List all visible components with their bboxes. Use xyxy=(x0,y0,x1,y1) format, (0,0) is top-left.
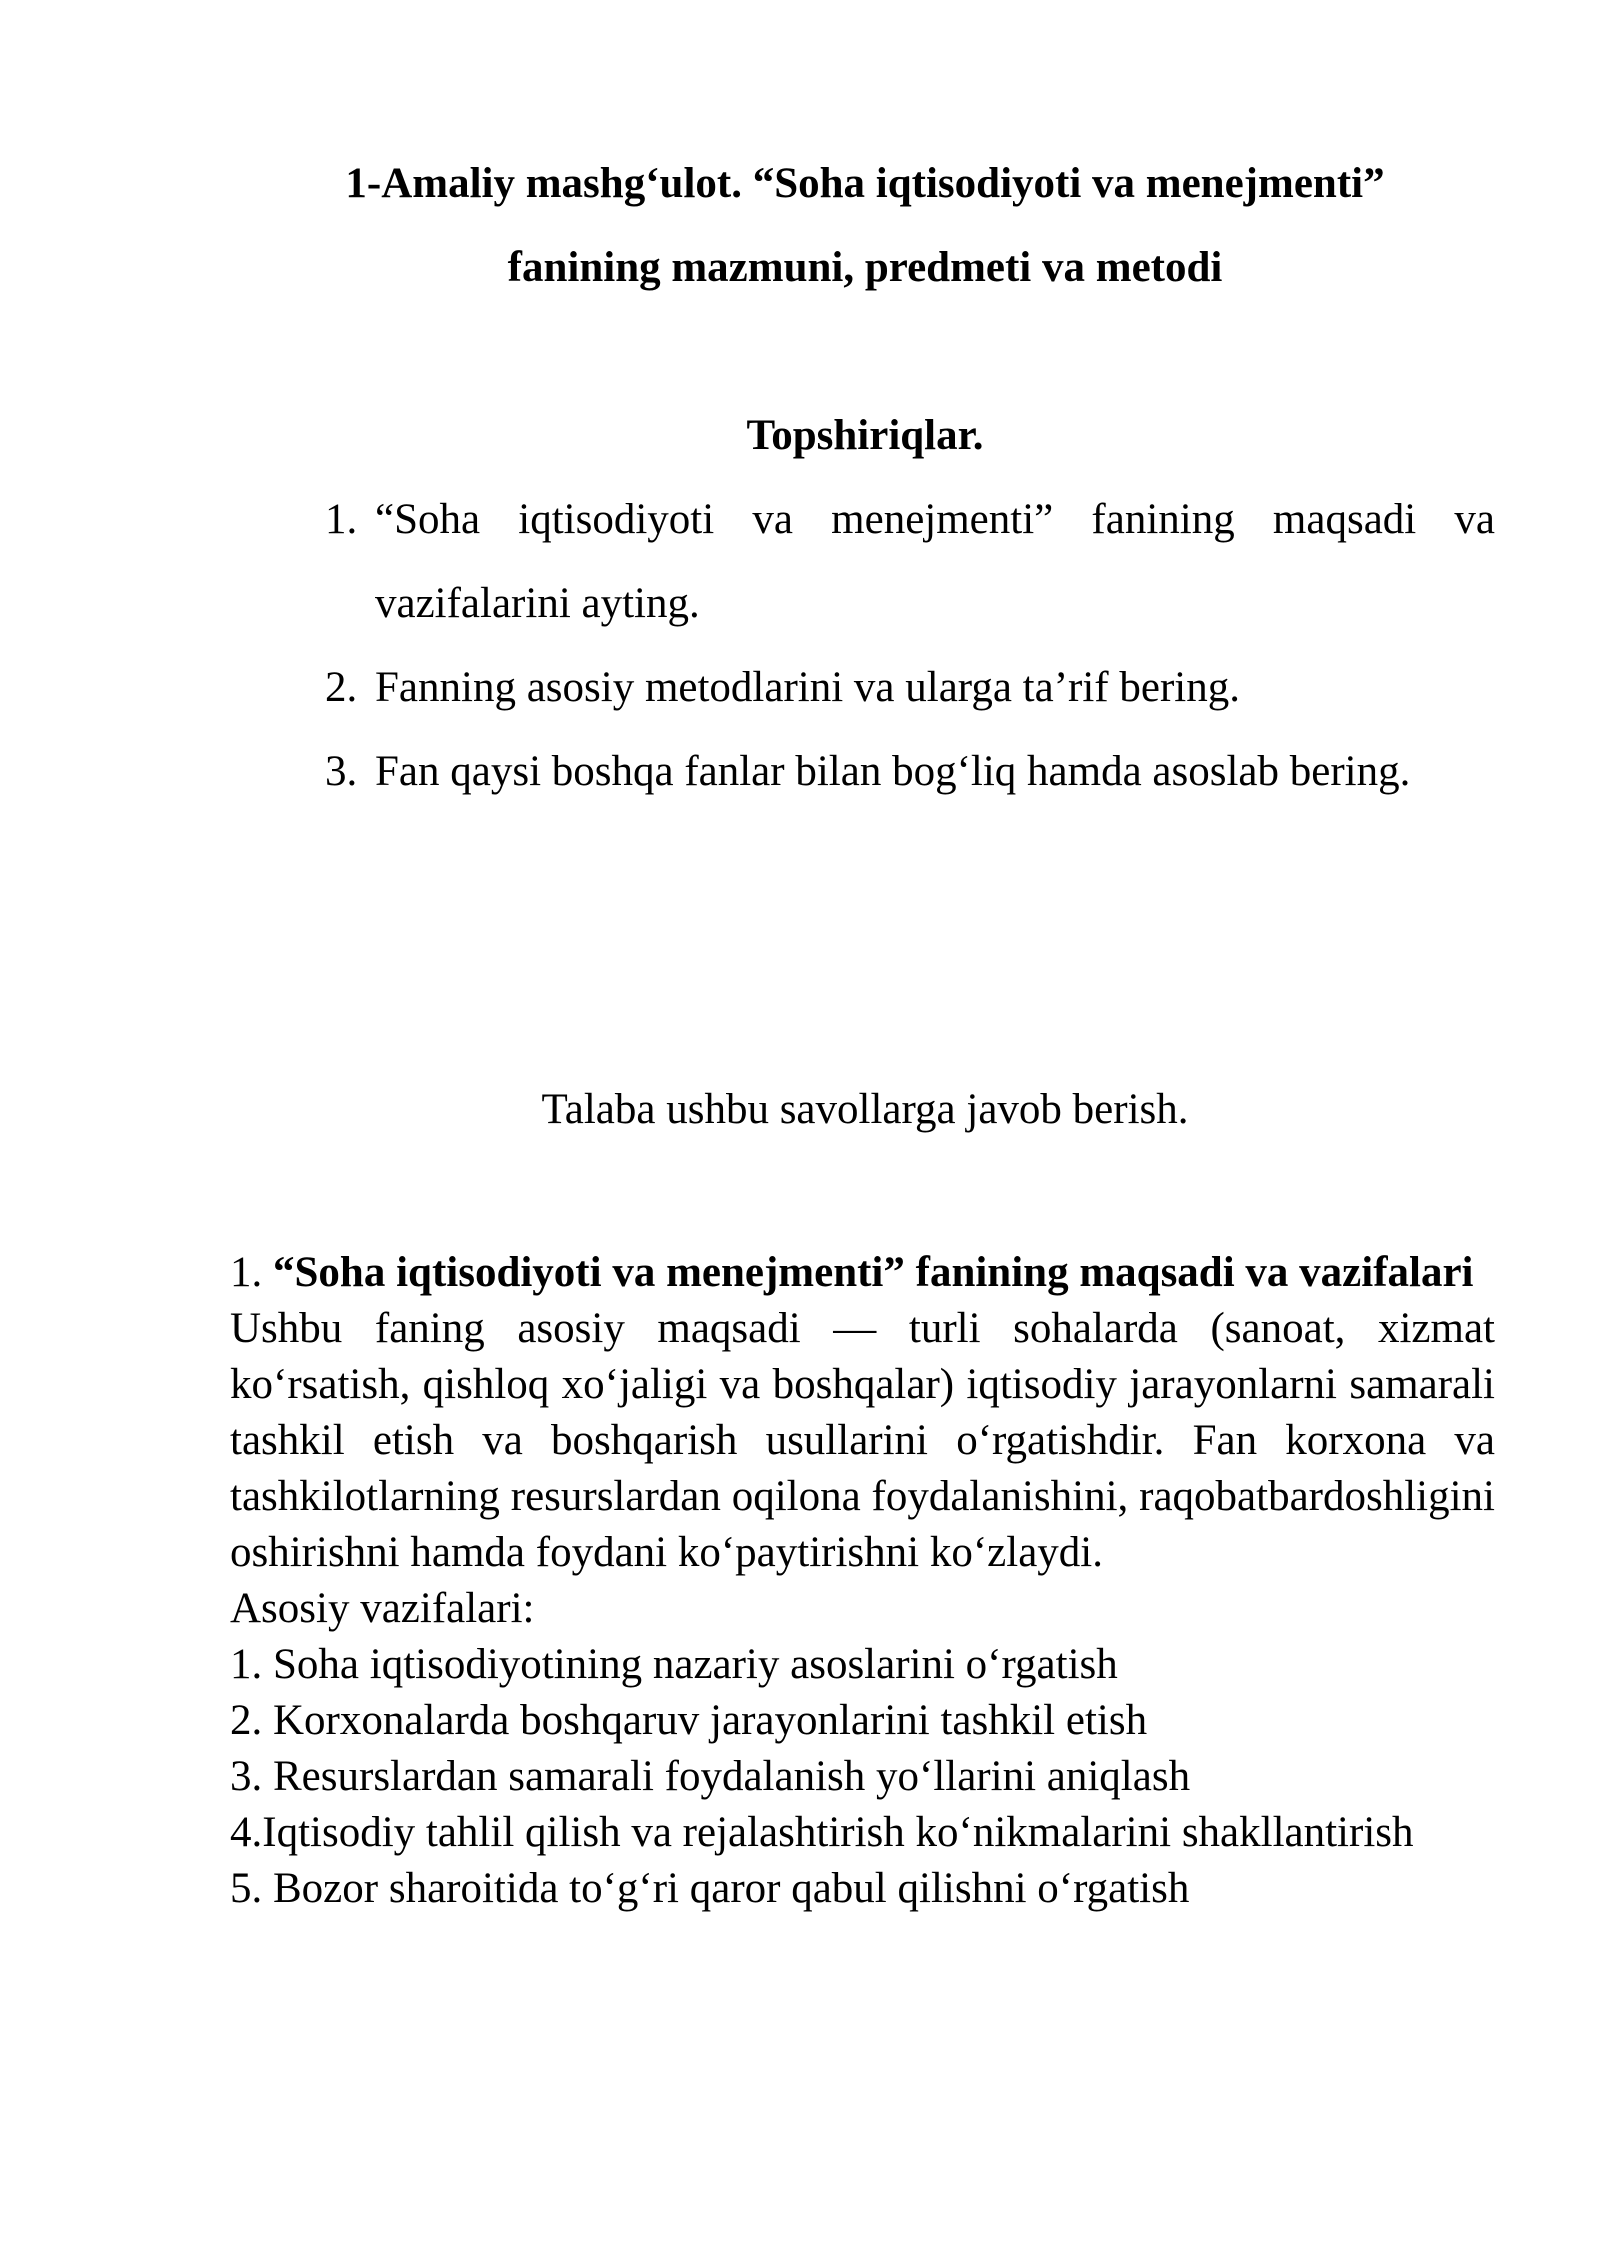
task-number: 3. xyxy=(325,748,358,795)
task-number: 2. xyxy=(325,664,358,711)
tasks-heading: Topshiriqlar. xyxy=(746,412,984,459)
task-text: Fan qaysi boshqa fanlar bilan bog‘liq hamda asoslab bering. xyxy=(375,748,1411,795)
answer-heading-text: “Soha iqtisodiyoti va menejmenti” fanining maqsadi va vazifalari xyxy=(273,1249,1474,1296)
answer-list-item: 2. Korxonalarda boshqaruv jarayonlarini tashkil etish xyxy=(230,1697,1148,1744)
title-line-1: 1-Amaliy mashg‘ulot. “Soha iqtisodiyoti va menejmenti” xyxy=(345,160,1385,207)
tasks-list xyxy=(325,478,1495,814)
task-text: “Soha iqtisodiyoti va menejmenti” fanining maqsadi va vazifalarini ayting. xyxy=(375,496,1495,627)
task-item xyxy=(325,646,1495,730)
title-line-2: fanining mazmuni, predmeti va metodi xyxy=(507,244,1223,291)
answer-heading-number: 1. xyxy=(230,1249,273,1296)
answer-paragraph: Ushbu faning asosiy maqsadi — turli sohalarda (sanoat, xizmat ko‘rsatish, qishloq xo‘jaligi va boshqalar) iqtisodiy jarayonlarni samarali tashkil etish va boshqarish usullarini o‘rgatishdir. Fan korxona va tashkilotlarning resurslardan oqilona foydalanishini, raqobatbardoshligini oshirishni hamda foydani ko‘paytirishni ko‘zlaydi. xyxy=(230,1305,1495,1576)
answer-list-item: 1. Soha iqtisodiyotining nazariy asoslarini o‘rgatish xyxy=(230,1641,1118,1688)
answer-section xyxy=(230,1245,1495,1917)
task-item xyxy=(325,478,1495,646)
answer-list-item: 4.Iqtisodiy tahlil qilish va rejalashtirish ko‘nikmalarini shakllantirish xyxy=(230,1809,1414,1856)
task-text: Fanning asosiy metodlarini va ularga ta’rif bering. xyxy=(375,664,1240,711)
task-item xyxy=(325,730,1495,814)
answer-list-item: 5. Bozor sharoitida to‘g‘ri qaror qabul qilishni o‘rgatish xyxy=(230,1865,1190,1912)
answer-heading xyxy=(230,1245,1495,1301)
document-title xyxy=(230,142,1500,310)
task-number: 1. xyxy=(325,496,358,543)
answer-list-item: 3. Resurslardan samarali foydalanish yo‘llarini aniqlash xyxy=(230,1753,1191,1800)
student-note: Talaba ushbu savollarga javob berish. xyxy=(541,1086,1189,1133)
answer-tasks-label: Asosiy vazifalari: xyxy=(230,1585,535,1632)
